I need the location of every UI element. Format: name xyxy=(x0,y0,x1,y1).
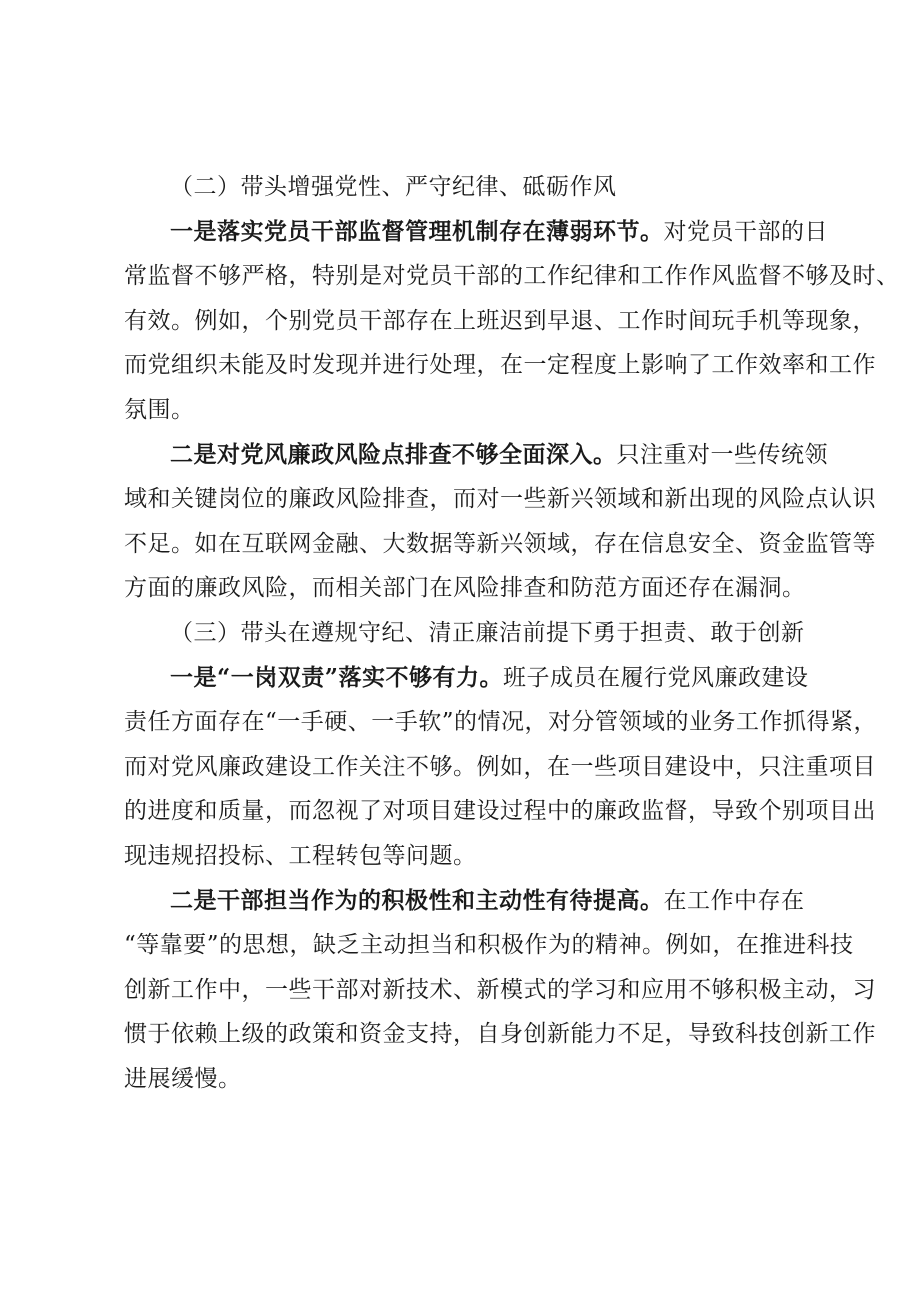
paragraph-line xyxy=(170,440,828,470)
paragraph-line: 惯于依赖上级的政策和资金支持，自身创新能力不足，导致科技创新工作 xyxy=(124,1021,876,1047)
paragraph-line: 氛围。 xyxy=(124,397,195,423)
paragraph-line: 域和关键岗位的廉政风险排查，而对一些新兴领域和新出现的风险点认识 xyxy=(124,486,876,512)
paragraph-text: 班子成员在履行党风廉政建设 xyxy=(502,665,809,691)
paragraph-line xyxy=(170,886,805,916)
paragraph-text: 只注重对一些传统领 xyxy=(616,442,828,468)
paragraph-line: 而对党风廉政建设工作关注不够。例如，在一些项目建设中，只注重项目 xyxy=(124,754,876,780)
paragraph-line: 创新工作中，一些干部对新技术、新模式的学习和应用不够积极主动，习 xyxy=(124,977,876,1003)
paragraph-line: 现违规招投标、工程转包等问题。 xyxy=(124,843,477,869)
paragraph-line: 常监督不够严格，特别是对党员干部的工作纪律和工作作风监督不够及时、 xyxy=(124,263,900,289)
paragraph-line: 而党组织未能及时发现并进行处理，在一定程度上影响了工作效率和工作 xyxy=(124,352,876,378)
paragraph-line xyxy=(170,663,808,693)
paragraph-line: “等靠要”的思想，缺乏主动担当和积极作为的精神。例如，在推进科技 xyxy=(124,932,854,958)
paragraph-line xyxy=(170,217,828,247)
paragraph-line: 的进度和质量，而忽视了对项目建设过程中的廉政监督，导致个别项目出 xyxy=(124,798,876,824)
paragraph-line: 责任方面存在“一手硬、一手软”的情况，对分管领域的业务工作抓得紧， xyxy=(124,709,878,735)
paragraph-lead: 二是干部担当作为的积极性和主动性有待提高。 xyxy=(170,887,664,914)
paragraph-line: 方面的廉政风险，而相关部门在风险排查和防范方面还存在漏洞。 xyxy=(124,575,806,601)
section-heading-2: （二）带头增强党性、严守纪律、砥砺作风 xyxy=(170,174,617,200)
paragraph-line: 有效。例如，个别党员干部存在上班迟到早退、工作时间玩手机等现象， xyxy=(124,308,876,334)
paragraph-lead: 二是对党风廉政风险点排查不够全面深入。 xyxy=(170,441,617,468)
paragraph-text: 在工作中存在 xyxy=(663,888,805,914)
paragraph-text: 对党员干部的日 xyxy=(663,219,828,245)
paragraph-line: 进展缓慢。 xyxy=(124,1066,242,1092)
paragraph-lead: 一是“一岗双责”落实不够有力。 xyxy=(170,664,503,691)
paragraph-line: 不足。如在互联网金融、大数据等新兴领域，存在信息安全、资金监管等 xyxy=(124,531,876,557)
paragraph-lead: 一是落实党员干部监督管理机制存在薄弱环节。 xyxy=(170,218,664,245)
section-heading-3: （三）带头在遵规守纪、清正廉洁前提下勇于担责、敢于创新 xyxy=(170,620,805,646)
